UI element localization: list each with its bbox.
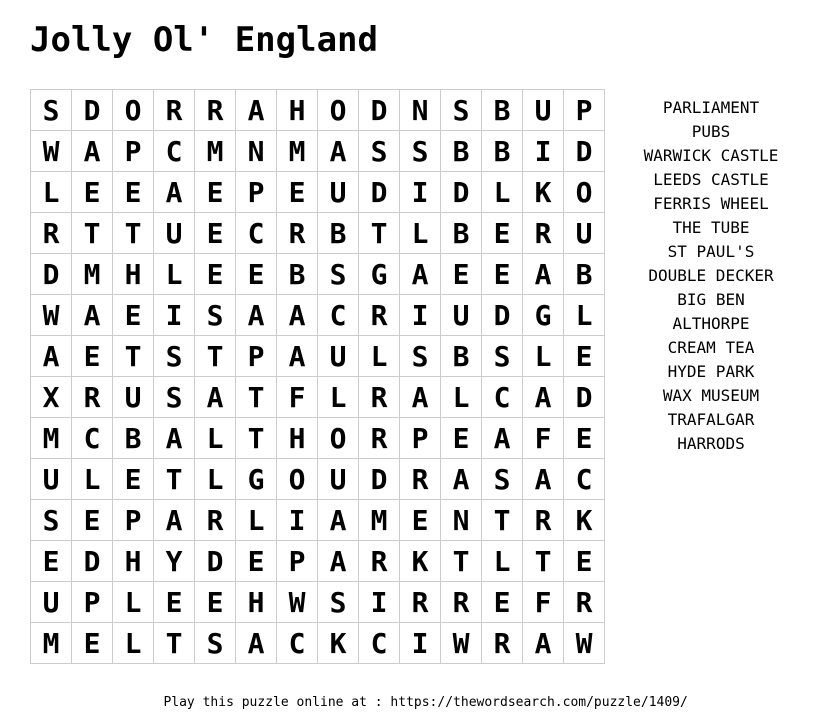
grid-cell[interactable]: R	[400, 459, 441, 500]
grid-cell[interactable]: U	[441, 295, 482, 336]
grid-cell[interactable]: U	[154, 213, 195, 254]
grid-cell[interactable]: L	[113, 582, 154, 623]
grid-cell[interactable]: L	[441, 377, 482, 418]
word-list-item: TRAFALGAR	[667, 410, 755, 429]
grid-cell[interactable]: R	[31, 213, 72, 254]
grid-cell[interactable]: R	[277, 213, 318, 254]
grid-cell[interactable]: T	[523, 541, 564, 582]
grid-cell[interactable]: L	[236, 500, 277, 541]
grid-cell[interactable]: A	[523, 459, 564, 500]
word-search-grid	[30, 89, 605, 664]
grid-cell[interactable]: T	[72, 213, 113, 254]
grid-cell[interactable]: S	[154, 377, 195, 418]
grid-cell[interactable]: P	[277, 541, 318, 582]
grid-cell[interactable]: E	[113, 295, 154, 336]
grid-cell[interactable]: T	[195, 336, 236, 377]
grid-cell[interactable]: O	[318, 90, 359, 131]
word-list-item: FERRIS WHEEL	[653, 194, 769, 213]
grid-cell[interactable]: A	[318, 131, 359, 172]
word-list-item: CREAM TEA	[667, 338, 755, 357]
word-list-item: LEEDS CASTLE	[653, 170, 769, 189]
grid-cell[interactable]: L	[482, 541, 523, 582]
grid-cell[interactable]: D	[441, 172, 482, 213]
grid-cell[interactable]: A	[277, 336, 318, 377]
grid-cell[interactable]: M	[195, 131, 236, 172]
grid-cell[interactable]: A	[236, 623, 277, 664]
grid-cell[interactable]: E	[31, 541, 72, 582]
grid-cell[interactable]: K	[400, 541, 441, 582]
grid-cell[interactable]: N	[236, 131, 277, 172]
grid-row	[31, 418, 605, 459]
grid-cell[interactable]: D	[482, 295, 523, 336]
grid-cell[interactable]: T	[482, 500, 523, 541]
grid-row	[31, 377, 605, 418]
grid-row	[31, 295, 605, 336]
grid-cell[interactable]: A	[154, 500, 195, 541]
grid-row	[31, 90, 605, 131]
grid-cell[interactable]: H	[277, 90, 318, 131]
footer-note	[0, 680, 820, 720]
grid-cell[interactable]: R	[359, 418, 400, 459]
grid-cell[interactable]: E	[72, 172, 113, 213]
grid-cell[interactable]: K	[523, 172, 564, 213]
grid-cell[interactable]: K	[318, 623, 359, 664]
grid-cell[interactable]: A	[195, 377, 236, 418]
grid-cell[interactable]: S	[31, 90, 72, 131]
grid-cell[interactable]: L	[482, 172, 523, 213]
grid-cell[interactable]: E	[195, 254, 236, 295]
grid-cell[interactable]: L	[195, 418, 236, 459]
grid-cell[interactable]: E	[113, 172, 154, 213]
grid-cell[interactable]: A	[400, 377, 441, 418]
grid-cell[interactable]: E	[72, 500, 113, 541]
grid-cell[interactable]: B	[441, 213, 482, 254]
grid-cell[interactable]: B	[482, 131, 523, 172]
grid-cell[interactable]: E	[482, 582, 523, 623]
grid-cell[interactable]: B	[482, 90, 523, 131]
grid-cell[interactable]: R	[359, 295, 400, 336]
grid-cell[interactable]: I	[277, 500, 318, 541]
grid-cell[interactable]: B	[113, 418, 154, 459]
grid-row	[31, 623, 605, 664]
word-list-item: WAX MUSEUM	[662, 386, 760, 405]
grid-cell[interactable]: E	[195, 172, 236, 213]
grid-cell[interactable]: E	[564, 541, 605, 582]
grid-cell[interactable]: L	[195, 459, 236, 500]
grid-cell[interactable]: R	[441, 582, 482, 623]
grid-cell[interactable]: T	[359, 213, 400, 254]
grid-cell[interactable]: P	[236, 172, 277, 213]
grid-row	[31, 459, 605, 500]
word-list-item: HARRODS	[677, 434, 745, 453]
grid-cell[interactable]: R	[523, 213, 564, 254]
grid-cell[interactable]: N	[441, 500, 482, 541]
grid-cell[interactable]: S	[400, 131, 441, 172]
grid-cell[interactable]: A	[154, 172, 195, 213]
grid-cell[interactable]: M	[72, 254, 113, 295]
grid-cell[interactable]: T	[113, 336, 154, 377]
grid-cell[interactable]: C	[154, 131, 195, 172]
grid-cell[interactable]: E	[441, 418, 482, 459]
grid-cell[interactable]: O	[318, 418, 359, 459]
grid-cell[interactable]: O	[277, 459, 318, 500]
grid-cell[interactable]: W	[564, 623, 605, 664]
grid-cell[interactable]: M	[31, 418, 72, 459]
grid-cell[interactable]: F	[523, 418, 564, 459]
grid-cell[interactable]: R	[400, 582, 441, 623]
grid-cell[interactable]: E	[564, 336, 605, 377]
grid-cell[interactable]: E	[72, 623, 113, 664]
grid-cell[interactable]: S	[31, 500, 72, 541]
grid-cell[interactable]: E	[236, 541, 277, 582]
grid-cell[interactable]: X	[31, 377, 72, 418]
grid-cell[interactable]: R	[195, 90, 236, 131]
grid-cell[interactable]: C	[72, 418, 113, 459]
grid-cell[interactable]: H	[113, 254, 154, 295]
grid-cell[interactable]: T	[441, 541, 482, 582]
grid-cell[interactable]: R	[523, 500, 564, 541]
grid-cell[interactable]: A	[482, 418, 523, 459]
grid-cell[interactable]: I	[400, 295, 441, 336]
grid-cell[interactable]: C	[359, 623, 400, 664]
grid-cell[interactable]: E	[195, 582, 236, 623]
grid-cell[interactable]: R	[564, 582, 605, 623]
grid-cell[interactable]: S	[441, 90, 482, 131]
grid-cell[interactable]: E	[154, 582, 195, 623]
word-list-item: HYDE PARK	[667, 362, 755, 381]
grid-cell[interactable]: U	[31, 582, 72, 623]
grid-cell[interactable]: E	[564, 418, 605, 459]
grid-cell[interactable]: A	[236, 295, 277, 336]
word-list-item: DOUBLE DECKER	[648, 266, 774, 285]
grid-cell[interactable]: E	[113, 459, 154, 500]
grid-cell[interactable]: H	[277, 418, 318, 459]
grid-cell[interactable]: E	[482, 254, 523, 295]
grid-cell[interactable]: F	[523, 582, 564, 623]
grid-cell[interactable]: K	[564, 500, 605, 541]
grid-cell[interactable]: R	[195, 500, 236, 541]
grid-row	[31, 131, 605, 172]
grid-cell[interactable]: L	[113, 623, 154, 664]
grid-cell[interactable]: S	[195, 295, 236, 336]
grid-cell[interactable]: L	[72, 459, 113, 500]
grid-cell[interactable]: D	[564, 377, 605, 418]
grid-cell[interactable]: U	[564, 213, 605, 254]
word-list-item: ALTHORPE	[672, 314, 750, 333]
grid-cell[interactable]: U	[113, 377, 154, 418]
grid-cell[interactable]: B	[318, 213, 359, 254]
grid-cell[interactable]: A	[277, 295, 318, 336]
grid-cell[interactable]: G	[236, 459, 277, 500]
word-list-item: THE TUBE	[672, 218, 750, 237]
puzzle-title: Jolly Ol' England	[30, 20, 378, 60]
grid-cell[interactable]: S	[318, 582, 359, 623]
grid-cell[interactable]: W	[31, 131, 72, 172]
grid-cell[interactable]: L	[31, 172, 72, 213]
grid-cell[interactable]: D	[359, 90, 400, 131]
grid-cell[interactable]: I	[400, 172, 441, 213]
grid-cell[interactable]: U	[318, 459, 359, 500]
grid-cell[interactable]: A	[400, 254, 441, 295]
grid-cell[interactable]: D	[564, 131, 605, 172]
grid-cell[interactable]: R	[154, 90, 195, 131]
grid-cell[interactable]: T	[236, 377, 277, 418]
grid-cell[interactable]: A	[154, 418, 195, 459]
grid-cell[interactable]: C	[236, 213, 277, 254]
grid-cell[interactable]: M	[277, 131, 318, 172]
grid-cell[interactable]: U	[523, 90, 564, 131]
grid-cell[interactable]: A	[72, 295, 113, 336]
grid-cell[interactable]: D	[359, 459, 400, 500]
grid-cell[interactable]: R	[359, 541, 400, 582]
grid-cell[interactable]: A	[523, 254, 564, 295]
grid-cell[interactable]: T	[154, 459, 195, 500]
grid-cell[interactable]: B	[441, 336, 482, 377]
grid-cell[interactable]: C	[277, 623, 318, 664]
grid-cell[interactable]: T	[236, 418, 277, 459]
grid-cell[interactable]: I	[154, 295, 195, 336]
grid-cell[interactable]: U	[318, 172, 359, 213]
grid-cell[interactable]: I	[400, 623, 441, 664]
grid-cell[interactable]: A	[31, 336, 72, 377]
grid-cell[interactable]: R	[482, 623, 523, 664]
grid-cell[interactable]: E	[482, 213, 523, 254]
grid-cell[interactable]: B	[564, 254, 605, 295]
grid-cell[interactable]: I	[359, 582, 400, 623]
grid-cell[interactable]: F	[277, 377, 318, 418]
grid-cell[interactable]: U	[318, 336, 359, 377]
grid-cell[interactable]: D	[359, 172, 400, 213]
grid-cell[interactable]: P	[113, 500, 154, 541]
grid-cell[interactable]: T	[154, 623, 195, 664]
grid-cell[interactable]: O	[113, 90, 154, 131]
grid-cell[interactable]: D	[31, 254, 72, 295]
grid-cell[interactable]: S	[400, 336, 441, 377]
grid-cell[interactable]: A	[318, 541, 359, 582]
grid-cell[interactable]: N	[400, 90, 441, 131]
grid-cell[interactable]: A	[318, 500, 359, 541]
grid-cell[interactable]: G	[523, 295, 564, 336]
grid-cell[interactable]: Y	[154, 541, 195, 582]
word-list-item: ST PAUL'S	[667, 242, 755, 261]
grid-cell[interactable]: B	[441, 131, 482, 172]
grid-cell[interactable]: P	[564, 90, 605, 131]
grid-row	[31, 582, 605, 623]
grid-cell[interactable]: E	[400, 500, 441, 541]
grid-cell[interactable]: C	[564, 459, 605, 500]
grid-cell[interactable]: L	[154, 254, 195, 295]
grid-cell[interactable]: G	[359, 254, 400, 295]
grid-cell[interactable]: O	[564, 172, 605, 213]
grid-cell[interactable]: P	[113, 131, 154, 172]
word-list-item: BIG BEN	[677, 290, 745, 309]
grid-row	[31, 500, 605, 541]
grid-cell[interactable]: L	[564, 295, 605, 336]
grid-cell[interactable]: H	[113, 541, 154, 582]
grid-row	[31, 254, 605, 295]
grid-cell[interactable]: D	[72, 541, 113, 582]
grid-cell[interactable]: T	[113, 213, 154, 254]
grid-row	[31, 213, 605, 254]
grid-cell[interactable]: P	[400, 418, 441, 459]
grid-cell[interactable]: R	[359, 377, 400, 418]
word-list-item: WARWICK CASTLE	[643, 146, 779, 165]
grid-cell[interactable]: W	[441, 623, 482, 664]
grid-cell[interactable]: U	[31, 459, 72, 500]
grid-cell[interactable]: S	[359, 131, 400, 172]
grid-cell[interactable]: L	[523, 336, 564, 377]
grid-cell[interactable]: A	[523, 377, 564, 418]
footer-text: Play this puzzle online at : https://thewordsearch.com/puzzle/1409/	[163, 695, 688, 710]
grid-cell[interactable]: M	[359, 500, 400, 541]
grid-cell[interactable]: S	[482, 459, 523, 500]
grid-cell[interactable]: E	[195, 213, 236, 254]
grid-cell[interactable]: L	[400, 213, 441, 254]
grid-cell[interactable]: L	[318, 377, 359, 418]
grid-cell[interactable]: P	[236, 336, 277, 377]
grid-cell[interactable]: M	[31, 623, 72, 664]
grid-cell[interactable]: E	[236, 254, 277, 295]
grid-cell[interactable]: S	[195, 623, 236, 664]
word-list	[612, 96, 810, 456]
word-list-item: PUBS	[691, 122, 731, 141]
grid-cell[interactable]: A	[72, 131, 113, 172]
grid-cell[interactable]: C	[318, 295, 359, 336]
grid-cell[interactable]: D	[195, 541, 236, 582]
grid-row	[31, 336, 605, 377]
grid-cell[interactable]: W	[277, 582, 318, 623]
grid-cell[interactable]: I	[523, 131, 564, 172]
grid-cell[interactable]: D	[72, 90, 113, 131]
grid-cell[interactable]: W	[31, 295, 72, 336]
grid-cell[interactable]: P	[72, 582, 113, 623]
grid-cell[interactable]: A	[441, 459, 482, 500]
grid-cell[interactable]: A	[236, 90, 277, 131]
grid-cell[interactable]: B	[277, 254, 318, 295]
grid-cell[interactable]: C	[482, 377, 523, 418]
grid-cell[interactable]: L	[359, 336, 400, 377]
grid-cell[interactable]: E	[441, 254, 482, 295]
grid-row	[31, 541, 605, 582]
grid-row	[31, 172, 605, 213]
grid-cell[interactable]: H	[236, 582, 277, 623]
grid-cell[interactable]: E	[72, 336, 113, 377]
grid-cell[interactable]: S	[318, 254, 359, 295]
grid-cell[interactable]: R	[72, 377, 113, 418]
grid-cell[interactable]: S	[154, 336, 195, 377]
grid-cell[interactable]: S	[482, 336, 523, 377]
grid-cell[interactable]: A	[523, 623, 564, 664]
word-list-item: PARLIAMENT	[662, 98, 760, 117]
grid-cell[interactable]: E	[277, 172, 318, 213]
